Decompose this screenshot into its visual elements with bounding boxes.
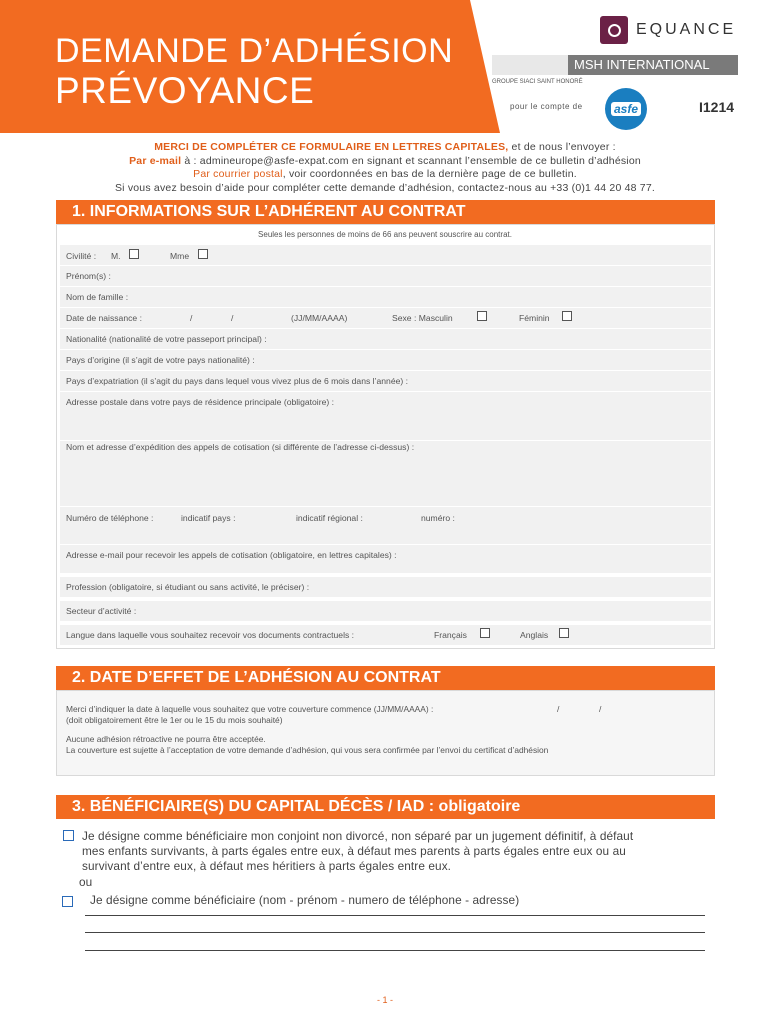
pour-compte-label: pour le compte de	[510, 102, 583, 111]
intro-capitals: MERCI DE COMPLÉTER CE FORMULAIRE EN LETTRES CAPITALES,	[154, 141, 509, 153]
equance-wordmark: EQUANCE	[636, 21, 737, 38]
beneficiaire-line-3[interactable]	[85, 950, 705, 951]
section-3-header: 3. BÉNÉFICIAIRE(S) DU CAPITAL DÉCÈS / IAD : obligatoire	[56, 795, 715, 819]
numero-label: numéro :	[421, 513, 455, 523]
beneficiaire-conjoint-line2: mes enfants survivants, à parts égales entre eux, à défaut mes parents à parts égales entre eux ou au	[82, 844, 626, 858]
anglais-label: Anglais	[520, 630, 549, 640]
feminin-label: Féminin	[519, 313, 550, 323]
langue-label: Langue dans laquelle vous souhaitez recevoir vos documents contractuels :	[66, 630, 355, 640]
groupe-label: GROUPE SIACI SAINT HONORÉ	[492, 79, 583, 85]
section-1-header: 1. INFORMATIONS SUR L’ADHÉRENT AU CONTRAT	[56, 200, 715, 224]
beneficiaire-conjoint-line1: Je désigne comme bénéficiaire mon conjoint non divorcé, non séparé par un jugement définitif, à défaut	[82, 829, 634, 843]
acceptation-note: La couverture est sujette à l’acceptation de votre demande d’adhésion, qui vous sera confirmée par l’envoi du certificat d’adhésion	[66, 745, 549, 755]
adresse-label: Adresse postale dans votre pays de résidence principale (obligatoire) :	[66, 397, 334, 407]
retroactive-note: Aucune adhésion rétroactive ne pourra être acceptée.	[66, 734, 266, 744]
msh-logo: MSH INTERNATIONAL	[568, 55, 738, 75]
beneficiaire-designe-checkbox[interactable]	[62, 896, 73, 907]
date-effet-line2: (doit obligatoirement être le 1er ou le 15 du mois souhaité)	[66, 715, 283, 725]
telephone-row[interactable]	[60, 507, 711, 544]
date-effet-line1: Merci d’indiquer la date à laquelle vous souhaitez que votre couverture commence (JJ/MM/AAAA) :	[66, 704, 434, 714]
francais-label: Français	[434, 630, 467, 640]
intro-send: et de nous l’envoyer :	[508, 141, 616, 153]
equance-mark-icon	[600, 16, 628, 44]
beneficiaire-line-2[interactable]	[85, 932, 705, 933]
nationalite-label: Nationalité (nationalité de votre passeport principal) :	[66, 334, 267, 344]
asfe-text: asfe	[611, 102, 641, 116]
beneficiaire-line-1[interactable]	[85, 915, 705, 916]
naissance-row[interactable]	[60, 308, 711, 328]
date-effet-slash-2: /	[599, 704, 602, 714]
beneficiaire-conjoint-checkbox[interactable]	[63, 830, 74, 841]
civilite-m-checkbox[interactable]	[129, 249, 139, 259]
civilite-row	[60, 245, 711, 265]
prenoms-row[interactable]	[60, 266, 711, 286]
secteur-label: Secteur d’activité :	[66, 606, 137, 616]
civilite-m-label: M.	[111, 251, 121, 261]
section-2-box	[56, 690, 715, 776]
intro-email-text: à : admineurope@asfe-expat.com en signant et scannant l’ensemble de ce bulletin d’adhésion	[181, 155, 641, 167]
beneficiaire-conjoint-line3: survivant d’entre eux, à défaut mes héritiers à parts égales entre eux.	[82, 859, 452, 873]
intro-line-1	[0, 141, 770, 153]
equance-logo	[600, 16, 736, 44]
date-effet-slash-1: /	[557, 704, 560, 714]
section-2-header: 2. DATE D’EFFET DE L’ADHÉSION AU CONTRAT	[56, 666, 715, 690]
civilite-mme-checkbox[interactable]	[198, 249, 208, 259]
intro-line-3	[0, 168, 770, 180]
date-slash-1: /	[190, 313, 193, 323]
ou-label: ou	[79, 875, 93, 889]
secteur-row[interactable]	[60, 601, 711, 621]
page-title: DEMANDE D’ADHÉSION	[55, 32, 454, 70]
pays-origine-label: Pays d’origine (il s’agit de votre pays nationalité) :	[66, 355, 255, 365]
civilite-label: Civilité :	[66, 251, 97, 261]
msh-bar-left	[492, 55, 568, 75]
page-number: - 1 -	[376, 995, 393, 1005]
langue-anglais-checkbox[interactable]	[559, 628, 569, 638]
asfe-logo	[605, 88, 647, 130]
date-slash-2: /	[231, 313, 234, 323]
langue-francais-checkbox[interactable]	[480, 628, 490, 638]
intro-email-label: Par e-mail	[129, 155, 182, 167]
sexe-masculin-checkbox[interactable]	[477, 311, 487, 321]
civilite-mme-label: Mme	[170, 251, 190, 261]
date-format: (JJ/MM/AAAA)	[291, 313, 348, 323]
intro-courrier-label: Par courrier postal	[193, 168, 283, 180]
sexe-feminin-checkbox[interactable]	[562, 311, 572, 321]
nom-row[interactable]	[60, 287, 711, 307]
intro-courrier-text: , voir coordonnées en bas de la dernière page de ce bulletin.	[282, 168, 577, 180]
intro-line-4: Si vous avez besoin d’aide pour compléter cette demande d’adhésion, contactez-nous au +33 (0)1 44 20 48 77.	[114, 182, 656, 194]
nom-label: Nom de famille :	[66, 292, 129, 302]
pays-expat-label: Pays d’expatriation (il s’agit du pays dans lequel vous vivez plus de 6 mois dans l’année) :	[66, 376, 409, 386]
indicatif-pays-label: indicatif pays :	[181, 513, 236, 523]
email-label: Adresse e-mail pour recevoir les appels de cotisation (obligatoire, en lettres capitales) :	[66, 550, 397, 560]
indicatif-regional-label: indicatif régional :	[296, 513, 363, 523]
prenoms-label: Prénom(s) :	[66, 271, 111, 281]
telephone-label: Numéro de téléphone :	[66, 513, 154, 523]
naissance-label: Date de naissance :	[66, 313, 142, 323]
sexe-label: Sexe : Masculin	[392, 313, 453, 323]
profession-label: Profession (obligatoire, si étudiant ou sans activité, le préciser) :	[66, 582, 310, 592]
page-subtitle: PRÉVOYANCE	[55, 70, 315, 111]
age-note: Seules les personnes de moins de 66 ans peuvent souscrire au contrat.	[258, 230, 512, 239]
beneficiaire-designe-label: Je désigne comme bénéficiaire (nom - prénom - numero de téléphone - adresse)	[90, 893, 520, 907]
form-reference: I1214	[699, 99, 735, 115]
adresse-exp-label: Nom et adresse d’expédition des appels de cotisation (si différente de l’adresse ci-dessus) :	[66, 442, 415, 452]
intro-line-2	[0, 155, 770, 167]
